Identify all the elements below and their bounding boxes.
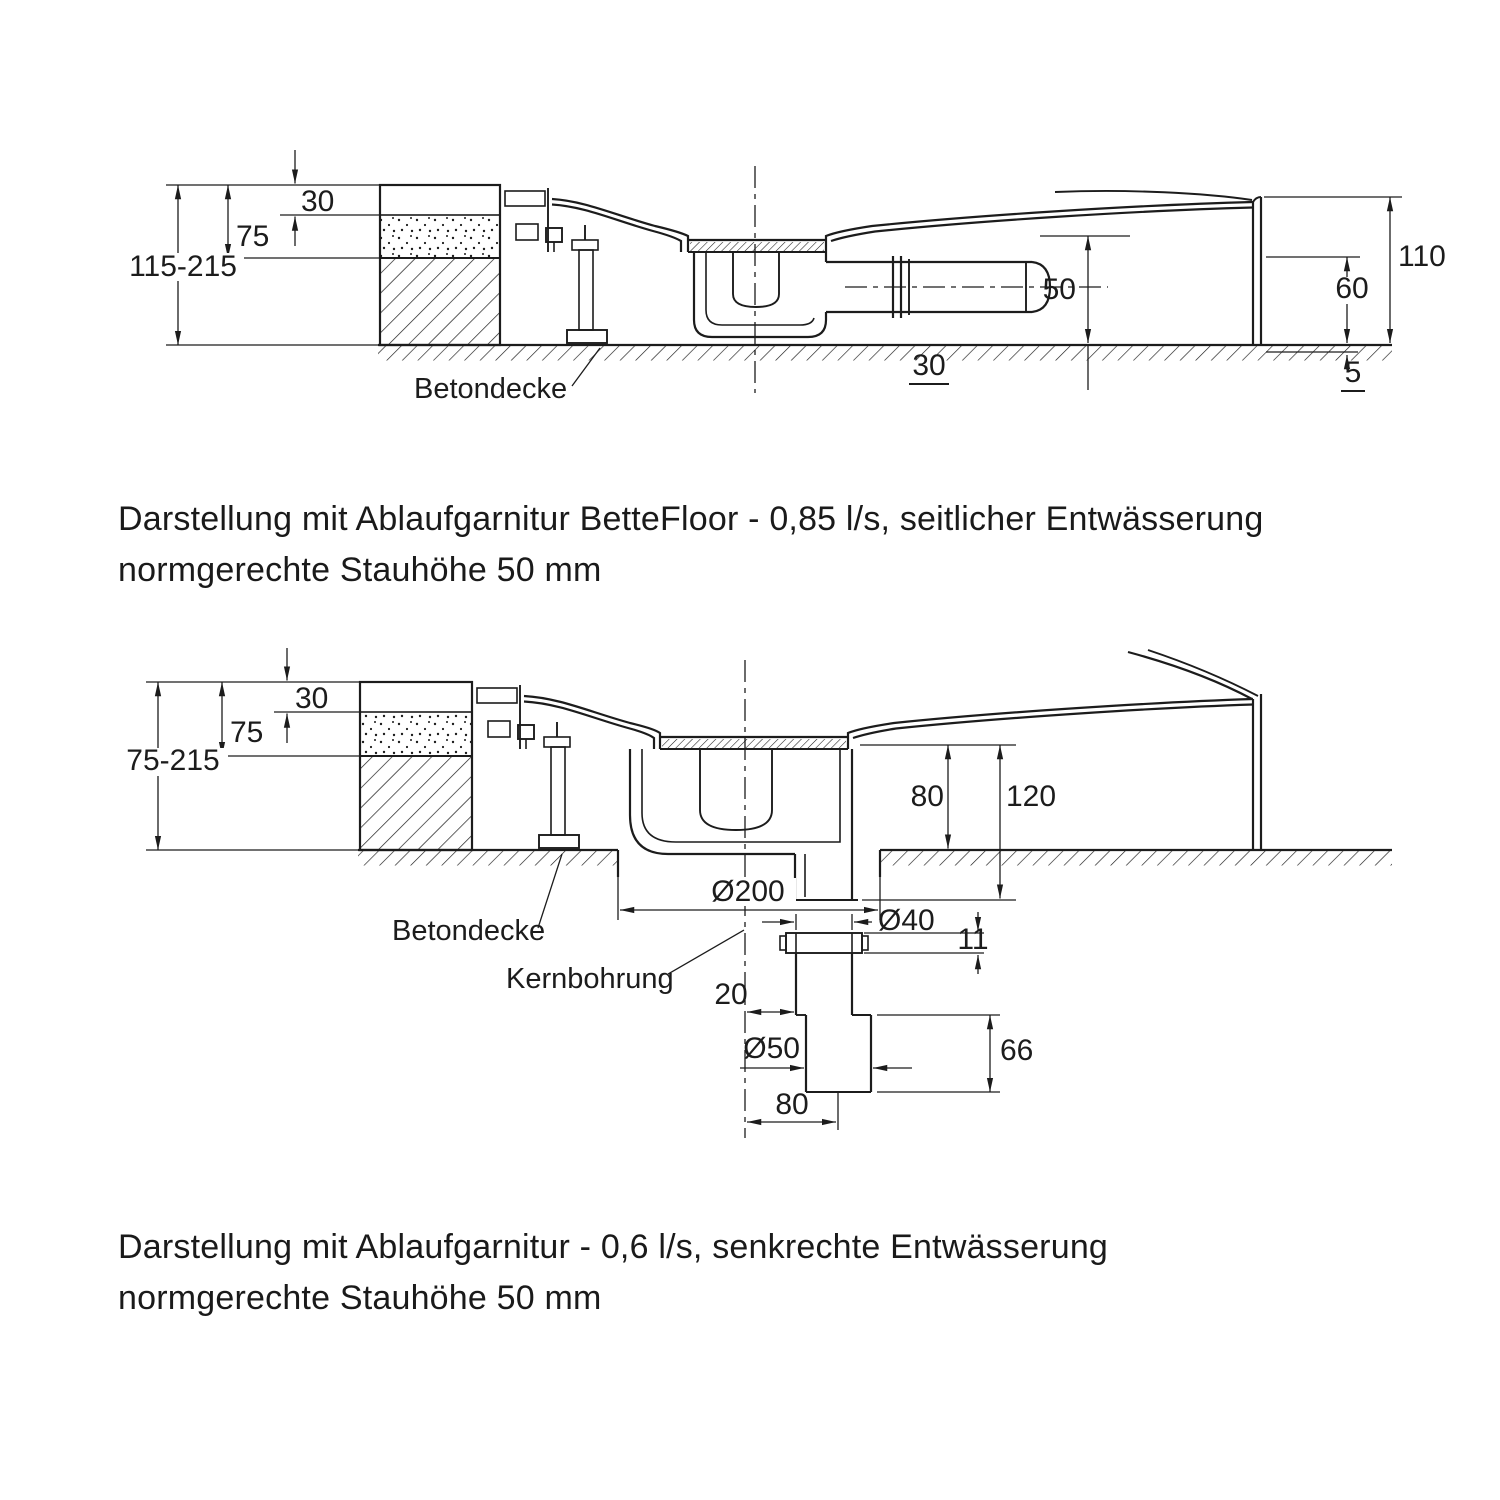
- dim-screed-height-bottom: 75: [230, 716, 264, 749]
- support-foot: [567, 225, 607, 343]
- caption-bottom: [118, 1222, 1108, 1324]
- dim-outlet-height: 60: [1335, 272, 1369, 305]
- dim-floor-buildup-range-bottom: 75-215: [126, 744, 220, 777]
- caption-bottom-line1: Darstellung mit Ablaufgarnitur - 0,6 l/s, senkrechte Entwässerung: [118, 1228, 1109, 1266]
- dimension-lines: [146, 648, 1016, 1130]
- dim-floor-buildup-range-top: 115-215: [129, 250, 237, 283]
- shower-tray-profile: [524, 650, 1261, 850]
- dim-pipe-dia: Ø50: [743, 1032, 800, 1065]
- floor-slab: [378, 345, 1392, 361]
- tray-rim-detail: [505, 188, 562, 252]
- tray-rim-detail: [477, 685, 534, 749]
- floor-slab: [358, 850, 1392, 877]
- caption-top: [118, 494, 1264, 596]
- dim-outlet-depth: 120: [1006, 780, 1057, 813]
- diagram-vertical-drain: [0, 620, 1500, 1180]
- support-foot: [539, 722, 579, 848]
- dim-stauhoehe: 50: [1042, 273, 1076, 306]
- dim-tile-height-top: 30: [301, 185, 335, 218]
- dim-adapter-height: 66: [1000, 1034, 1034, 1067]
- dim-tile-height-bottom: 30: [295, 682, 329, 715]
- dim-lateral-offset: 80: [775, 1088, 809, 1121]
- drain-cover: [660, 737, 848, 749]
- label-kernbohrung: Kernbohrung: [506, 963, 674, 995]
- dim-pipe-offset: 30: [912, 349, 946, 382]
- dim-core-hole-dia: Ø200: [711, 875, 785, 908]
- dim-overall-height: 110: [1398, 240, 1446, 273]
- label-betondecke-top: Betondecke: [414, 373, 568, 405]
- caption-top-line2: normgerechte Stauhöhe 50 mm: [118, 551, 602, 589]
- caption-top-line1: Darstellung mit Ablaufgarnitur BetteFloor - 0,85 l/s, seitlicher Entwässerung: [118, 500, 1264, 538]
- dim-screed-height-top: 75: [236, 220, 270, 253]
- dim-outlet-dia: Ø40: [878, 904, 935, 937]
- shower-tray-profile: [552, 191, 1261, 345]
- drain-trap: [694, 252, 826, 337]
- wall-floor-buildup: [380, 185, 500, 345]
- dim-center-offset: 20: [714, 978, 748, 1011]
- label-betondecke-bottom: Betondecke: [392, 915, 546, 947]
- caption-bottom-line2: normgerechte Stauhöhe 50 mm: [118, 1279, 602, 1317]
- drain-cover: [688, 240, 826, 252]
- dim-clearance: 5: [1344, 356, 1362, 389]
- dim-trap-height: 80: [910, 780, 944, 813]
- wall-floor-buildup: [360, 682, 472, 850]
- dim-flange-offset: 11: [957, 923, 989, 956]
